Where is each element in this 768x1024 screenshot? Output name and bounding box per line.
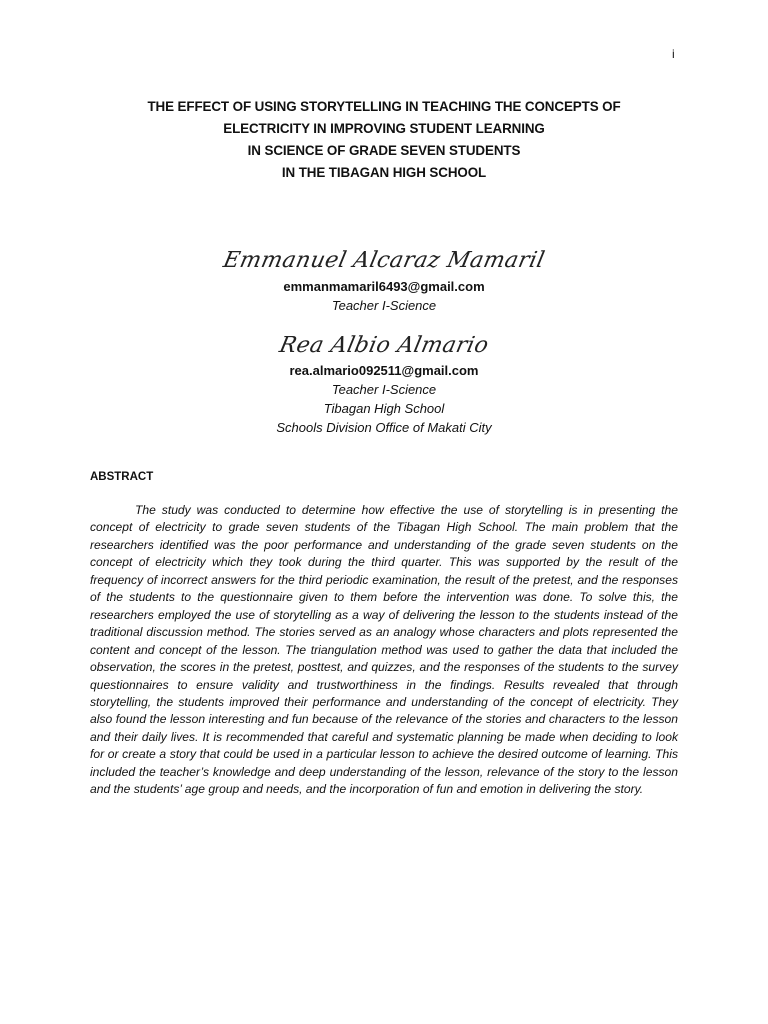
page-number: i bbox=[672, 47, 675, 61]
author-1-position: Teacher I-Science bbox=[331, 298, 437, 313]
author-2-email: rea.almario092511@gmail.com bbox=[289, 363, 479, 378]
paper-title bbox=[60, 96, 708, 184]
author-2-info bbox=[0, 361, 768, 437]
author-1-info bbox=[0, 277, 768, 315]
author-2-school: Tibagan High School bbox=[323, 401, 445, 416]
title-line: ELECTRICITY IN IMPROVING STUDENT LEARNING bbox=[223, 121, 545, 136]
author-1-signature: Emmanuel Alcaraz Mamaril bbox=[220, 248, 548, 273]
title-line: IN THE TIBAGAN HIGH SCHOOL bbox=[281, 165, 487, 180]
title-line: IN SCIENCE OF GRADE SEVEN STUDENTS bbox=[247, 143, 521, 158]
abstract-body: The study was conducted to determine how effective the use of storytelling is in presenting the concept of electricity to grade seven students of the Tibagan High School. The main problem that the researchers identified was the poor performance and understanding of the grade seven students on the concept of electricity which they took during the third quarter. This was supported by the result of the frequency of incorrect answers for the third periodic examination, the result of the pretest, and the responses of the students to the questionnaire given to them before the intervention was done. To solve this, the researchers employed the use of storytelling as a way of delivering the lesson to the students instead of the traditional discussion method. The stories served as an analogy whose characters and plots represented the content and concept of the lesson. The triangulation method was used to gather the data that included the observation, the scores in the pretest, posttest, and quizzes, and the responses of the students to the survey questionnaires to ensure validity and trustworthiness in the findings. Results revealed that through storytelling, the students improved their performance and understanding of the concept of electricity. They also found the lesson interesting and fun because of the relevance of the stories and characters to the lesson and their daily lives. It is recommended that careful and systematic planning be made when deciding to look for or create a story that could be used in a particular lesson to achieve the desired outcome of learning. This included the teacher’s knowledge and deep understanding of the lesson, relevance of the story to the lesson and the students’ age group and needs, and the incorporation of fun and emotion in delivering the story. bbox=[90, 503, 678, 797]
author-2-position: Teacher I-Science bbox=[331, 382, 437, 397]
author-1-email: emmanmamaril6493@gmail.com bbox=[283, 279, 485, 294]
author-2-division: Schools Division Office of Makati City bbox=[276, 420, 492, 435]
author-2-signature: Rea Albio Almario bbox=[277, 333, 491, 358]
abstract-heading: ABSTRACT bbox=[90, 471, 154, 483]
title-line: THE EFFECT OF USING STORYTELLING IN TEACHING THE CONCEPTS OF bbox=[147, 99, 621, 114]
